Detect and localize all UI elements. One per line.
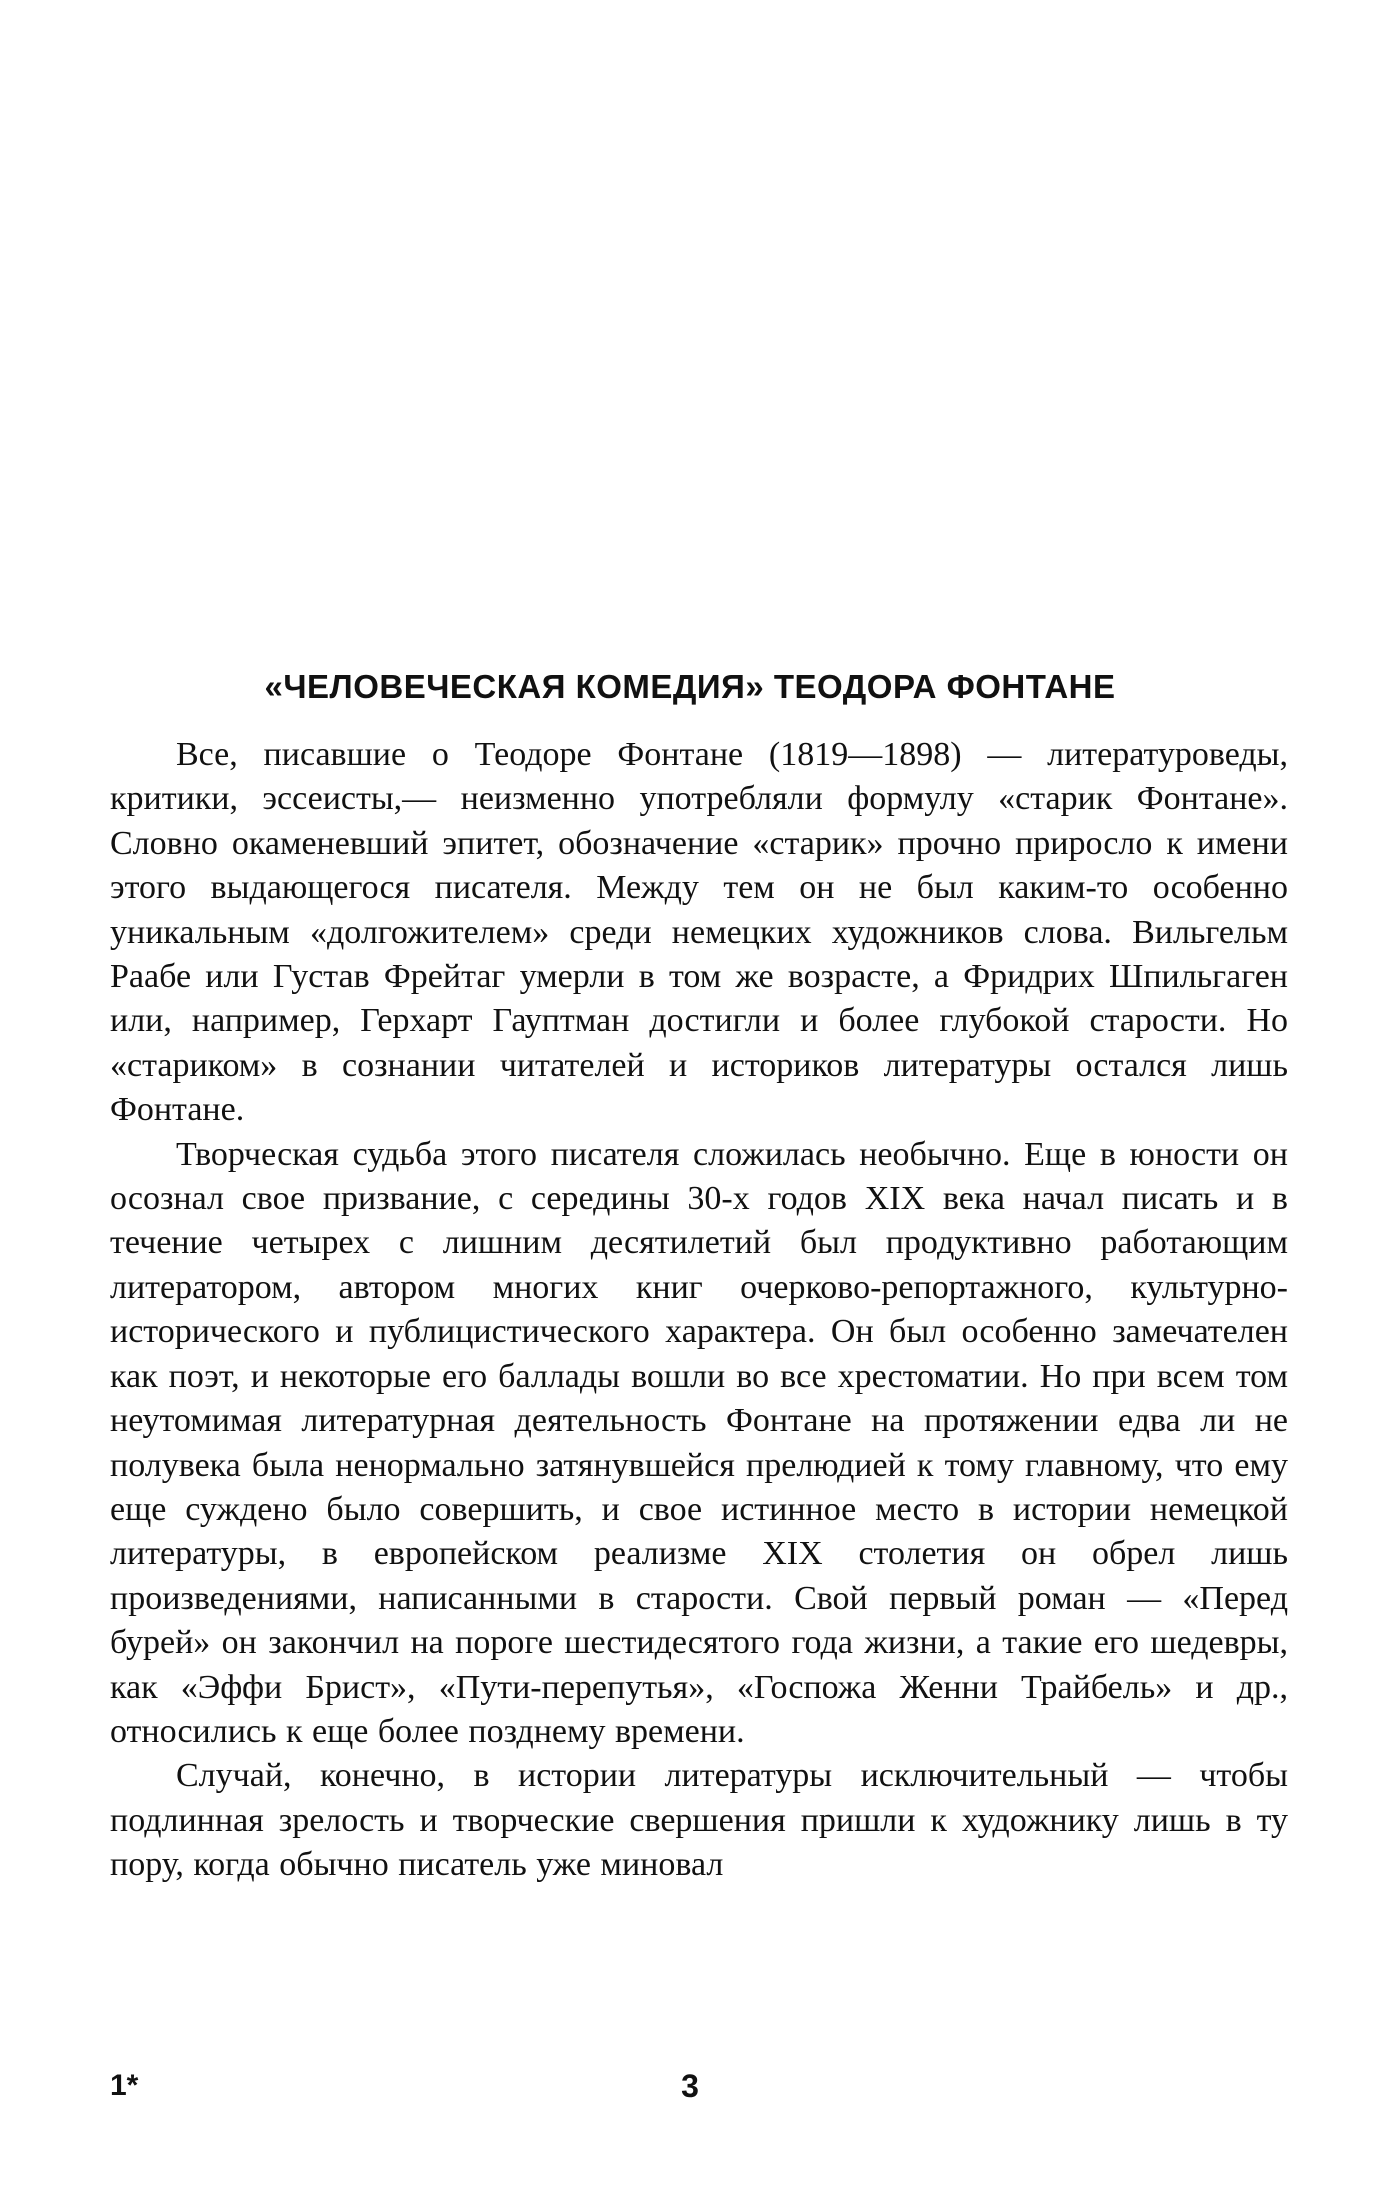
paragraph-1: Все, писавшие о Теодоре Фонтане (1819—1898) — литературоведы, критики, эссеисты,— неизменно употребляли формулу «старик Фонтане». Словно окаменевший эпитет, обозначение «старик» прочно приросло к имени этого выдающегося писателя. Между тем он не был каким-то особенно уникальным «долгожителем» среди немецких художников слова. Вильгельм Раабе или Густав Фрейтаг умерли в том же возрасте, а Фридрих Шпильгаген или, например, Герхарт Гауптман достигли и более глубокой старости. Но «стариком» в сознании читателей и историков литературы остался лишь Фонтане.: [110, 736, 1288, 1129]
chapter-title: «ЧЕЛОВЕЧЕСКАЯ КОМЕДИЯ» ТЕОДОРА ФОНТАНЕ: [264, 668, 1116, 706]
page-number: 3: [681, 2068, 699, 2104]
paragraph-2: Творческая судьба этого писателя сложилась необычно. Еще в юности он осознал свое призвание, с середины 30-х годов XIX века начал писать и в течение четырех с лишним десятилетий был продуктивно работающим литератором, автором многих книг очерково-репортажного, культурно-исторического и публицистического характера. Он был особенно замечателен как поэт, и некоторые его баллады вошли во все хрестоматии. Но при всем том неутомимая литературная деятельность Фонтане на протяжении едва ли не полувека была ненормально затянувшейся прелюдией к тому главному, что ему еще суждено было совершить, и свое истинное место в истории немецкой литературы, в европейском реализме XIX столетия он обрел лишь произведениями, написанными в старости. Свой первый роман — «Перед бурей» он закончил на пороге шестидесятого года жизни, а такие его шедевры, как «Эффи Брист», «Пути-перепутья», «Госпожа Женни Трайбель» и др., относились к еще более позднему времени.: [110, 1135, 1288, 1750]
paragraph-3: Случай, конечно, в истории литературы исключительный — чтобы подлинная зрелость и творческие свершения пришли к художнику лишь в ту пору, когда обычно писатель уже миновал: [110, 1757, 1288, 1884]
chapter-body: [110, 733, 1288, 1888]
signature-mark: 1*: [110, 2069, 139, 2102]
